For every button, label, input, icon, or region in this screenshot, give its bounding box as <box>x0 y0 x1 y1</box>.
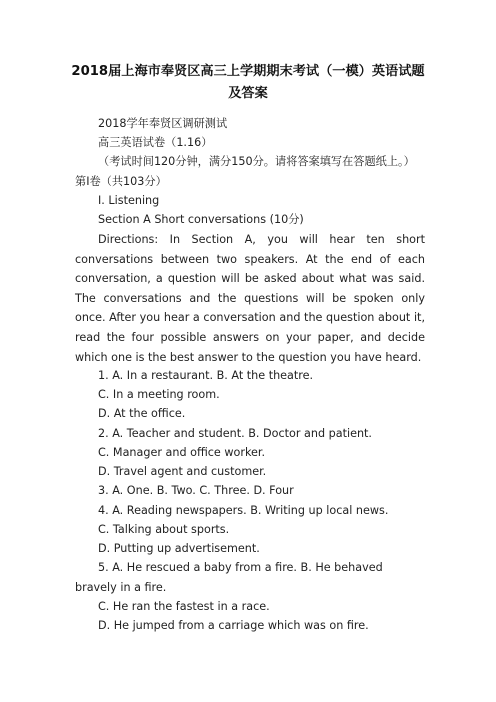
exam-name: 2018学年奉贤区调研测试 <box>98 117 228 130</box>
question-2-line-3: D. Travel agent and customer. <box>98 465 267 478</box>
paper-name: 高三英语试卷（1.16） <box>98 136 213 149</box>
document-title-line-2: 及答案 <box>228 86 268 101</box>
section-heading-listening: I. Listening <box>98 194 160 207</box>
part-heading: 第I卷（共103分） <box>75 175 167 188</box>
question-1-line-1: 1. A. In a restaurant. B. At the theatre. <box>98 369 314 382</box>
question-1-line-3: D. At the office. <box>98 407 186 420</box>
question-1-line-2: C. In a meeting room. <box>98 388 220 401</box>
document-title-line-1: 2018届上海市奉贤区高三上学期期末考试（一模）英语试题 <box>71 64 425 79</box>
question-2-line-2: C. Manager and office worker. <box>98 446 266 459</box>
question-4-line-3: D. Putting up advertisement. <box>98 542 260 555</box>
exam-instructions: （考试时间120分钟，满分150分。请将答案填写在答题纸上。） <box>98 155 415 168</box>
question-4-line-2: C. Talking about sports. <box>98 523 230 536</box>
section-a-heading: Section A Short conversations (10分) <box>98 213 304 226</box>
question-4-line-1: 4. A. Reading newspapers. B. Writing up local news. <box>98 504 389 517</box>
question-5-line-2: C. He ran the fastest in a race. <box>98 600 270 613</box>
directions-paragraph: Directions: In Section A, you will hear ten short conversations between two speakers. At the end of each conversation, a question will be asked about what was said. The conversations and the questions will be spoken only once. After you hear a conversation and the question about it, read the four possible answers on your paper, and decide which one is the best answer to the question you have heard. <box>75 233 425 364</box>
question-5-line-3: D. He jumped from a carriage which was on fire. <box>98 619 369 632</box>
question-3: 3. A. One. B. Two. C. Three. D. Four <box>98 484 294 497</box>
question-2-line-1: 2. A. Teacher and student. B. Doctor and patient. <box>98 427 372 440</box>
question-5-line-1: 5. A. He rescued a baby from a fire. B. He behaved bravely in a fire. <box>75 561 383 594</box>
